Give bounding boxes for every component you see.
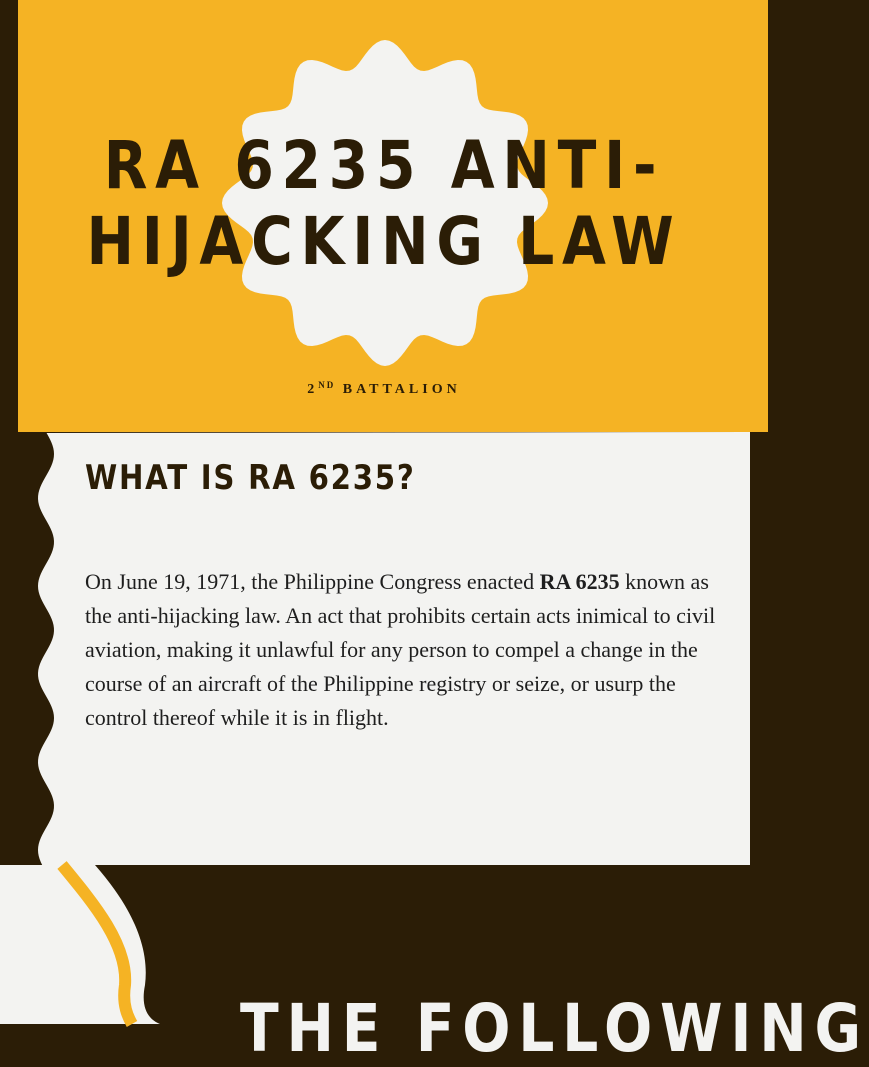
slide-heading: WHAT IS RA 6235? <box>85 458 416 498</box>
subtitle-ordinal: ND <box>318 380 336 390</box>
slide-body-text <box>85 565 725 735</box>
slide-subtitle <box>0 380 768 398</box>
body-text-bold: RA 6235 <box>539 569 620 594</box>
subtitle-number: 2 <box>307 382 319 397</box>
slide-left-bar <box>0 0 18 432</box>
slide-title-line-1: RA 6235 ANTI- <box>103 127 665 204</box>
body-text-part-2: known as the anti-hijacking law. An act that prohibits certain acts inimical to civil aviation, making it unlawful for any person to compel a change in the course of an aircraft of the Philippine registry or seize, or usurp the control thereof while it is in flight. <box>85 569 716 730</box>
slide-title <box>54 128 714 280</box>
following-slide <box>0 865 869 1067</box>
title-slide <box>0 0 768 432</box>
slide-heading: THE FOLLOWING <box>240 990 869 1067</box>
subtitle-text: BATTALION <box>342 382 461 397</box>
definition-slide <box>0 432 768 865</box>
slide-title-line-2: HIJACKING LAW <box>86 203 682 280</box>
body-text-part-1: On June 19, 1971, the Philippine Congress enacted <box>85 569 540 594</box>
